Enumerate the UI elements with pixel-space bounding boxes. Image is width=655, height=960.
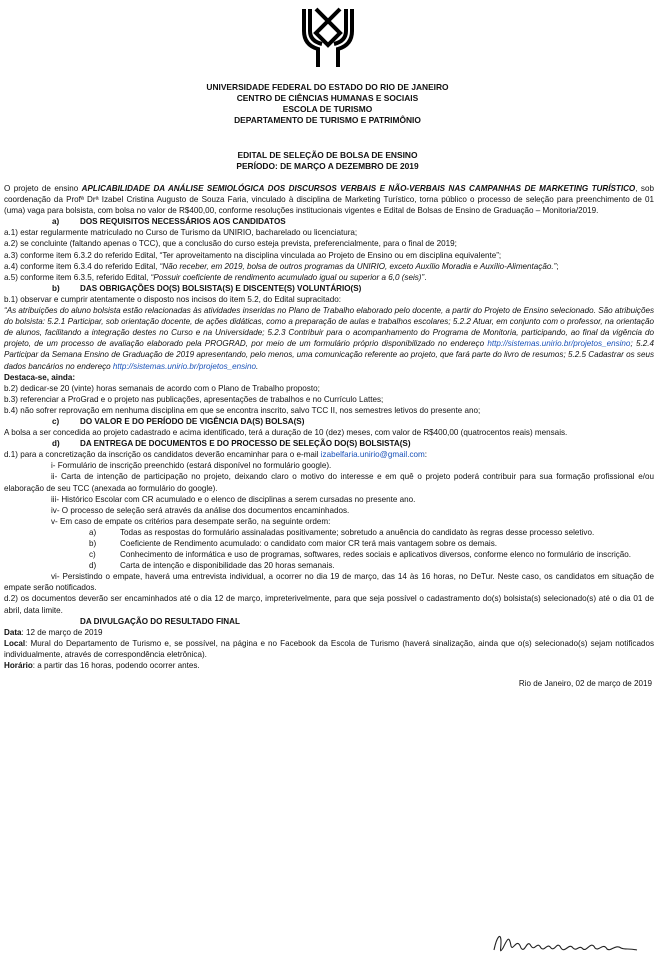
result-time: Horário: a partir das 16 horas, podendo ocorrer antes. [4,661,200,671]
item-d1-vi: vi- Persistindo o empate, haverá uma entrevista individual, a ocorrer no dia 19 de março, das 14 às 16 horas, no DeTur. Neste caso, os candidatos em situação de empate serão notificados. [4,572,654,593]
destaca-label: Destaca-se, ainda: [4,372,76,382]
intro-text-start: O projeto de ensino [4,184,82,193]
item-d1-i: i- Formulário de inscrição preenchido (estará disponível no formulário google). [51,461,332,471]
section-b-heading: b) DAS OBRIGAÇÕES DO(S) BOLSISTA(S) E DISCENTE(S) VOLUNTÁRIO(S) [52,283,362,293]
place-and-date: Rio de Janeiro, 02 de março de 2019 [518,679,652,689]
item-d2: d.2) os documentos deverão ser encaminhados até o dia 12 de março, impreterivelmente, para que seja possível o cadastramento do(s) bolsista(s) selecionado(s) até o dia 01 de abril, data limite. [4,594,654,615]
item-b1: b.1) observar e cumprir atentamente o disposto nos incisos do item 5.2, do Edital supracitado: [4,294,341,304]
item-a3: a.3) conforme item 6.3.2 do referido Edital, “Ter aproveitamento na disciplina vinculada ao Projeto de Ensino ou em disciplina equivalente”; [4,250,502,260]
result-date: Data: 12 de março de 2019 [4,627,103,637]
project-title: APLICABILIDADE DA ANÁLISE SEMIOLÓGICA DOS DISCURSOS VERBAIS E NÃO-VERBAIS NAS CAMPANHAS DE MARKETING TURÍSTICO [81,184,636,193]
section-e-heading: DA DIVULGAÇÃO DO RESULTADO FINAL [80,616,240,626]
center-name: CENTRO DE CIÊNCIAS HUMANAS E SOCIAIS [236,93,419,103]
item-d1: d.1) para a concretização da inscrição os candidatos deverão encaminhar para o e-mail izabelfaria.unirio@gmail.com: [4,450,428,460]
criterion-c: c) Conhecimento de informática e uso de programas, softwares, redes sociais e aplicativos diversos, conforme elenco no formulário de inscrição. [89,550,632,560]
document-body [4,183,654,689]
edital-title: EDITAL DE SELEÇÃO DE BOLSA DE ENSINO [237,150,418,160]
item-d1-iii: iii- Histórico Escolar com CR acumulado e o elenco de disciplinas a serem cursadas no presente ano. [51,494,416,504]
signature [491,928,641,958]
item-a1: a.1) estar regularmente matriculado no Curso de Turismo da UNIRIO, bacharelado ou licenciatura; [4,228,358,238]
university-name: UNIVERSIDADE FEDERAL DO ESTADO DO RIO DE JANEIRO [206,82,449,92]
university-logo [296,3,360,69]
projetos-ensino-link[interactable]: http://sistemas.unirio.br/projetos_ensino [487,339,631,349]
section-c-heading: c) DO VALOR E DO PERÍODO DE VIGÊNCIA DA(S) BOLSA(S) [52,416,305,426]
item-b4: b.4) não sofrer reprovação em nenhuma disciplina em que se encontra inscrito, salvo TCC II, nos semestres letivos do presente ano; [4,405,481,415]
item-a2: a.2) se concluinte (faltando apenas o TCC), que a conclusão do curso esteja prevista, preferencialmente, para o final de 2019; [4,239,457,249]
section-c-text: A bolsa a ser concedida ao projeto cadastrado e acima identificado, terá a duração de 10 (dez) meses, com valor de R$400,00 (quatrocentos reais) mensais. [4,428,568,438]
item-b3: b.3) referenciar a ProGrad e o projeto nas publicações, apresentações de trabalhos e no Currículo Lattes; [4,394,384,404]
intro-text-end: , sob coordenação da Profª Drª Izabel Cristina Augusto de Souza Faria, vinculado à disciplina de Marketing Turístico, torna público o processo de seleção para preenchimento de 01 (uma) vaga para bolsista, com bolsa no valor de R$400,00, conforme resoluções institucionais vigentes e Edital de Bolsas de Ensino de Graduação – Monitoria/2019. [4,184,654,216]
criterion-a: a) Todas as respostas do formulário assinaladas positivamente; sobretudo a anuência do candidato às regras desse processo seletivo. [89,527,595,537]
item-d1-v: v- Em caso de empate os critérios para desempate serão, na seguinte ordem: [51,516,331,526]
item-a4: a.4) conforme item 6.3.4 do referido Edital, “Não receber, em 2019, bolsa de outros programas da UNIRIO, exceto Auxílio Moradia e Auxílio-Alimentação.”; [4,261,559,271]
result-location: Local: Mural do Departamento de Turismo e, se possível, na página e no Facebook da Escola de Turismo (haverá sinalização, ainda que o(s) selecionado(s) sejam notificados individualmente, através de correspondência eletrônica). [4,638,654,659]
item-d1-iv: iv- O processo de seleção será através da análise dos documentos encaminhados. [51,505,350,515]
item-a5: a.5) conforme item 6.3.5, referido Edital, “Possuir coeficiente de rendimento acumulado igual ou superior a 6,0 (seis)”. [4,272,427,282]
item-d1-ii: ii- Carta de intenção de participação no projeto, deixando claro o motivo do interesse e em quê o projeto poderá contribuir para sua formação profissional e/ou elaboração de seu TCC (anexada ao formulário do google). [4,472,654,493]
projetos-ensino-link-2[interactable]: http://sistemas.unirio.br/projetos_ensino [112,361,256,371]
contact-email-link[interactable]: izabelfaria.unirio@gmail.com [320,450,425,460]
school-name: ESCOLA DE TURISMO [282,104,373,114]
criterion-d: d) Carta de intenção e disponibilidade das 20 horas semanais. [89,561,335,571]
criterion-b: b) Coeficiente de Rendimento acumulado: o candidato com maior CR terá mais vantagem sobre os demais. [89,539,497,548]
item-b2: b.2) dedicar-se 20 (vinte) horas semanais de acordo com o Plano de Trabalho proposto; [4,383,320,393]
edital-quote: “As atribuições do aluno bolsista estão relacionadas às atividades inseridas no Plano de Trabalho elaborado pelo docente, a partir do Projeto de Ensino selecionado. São atribuições do bolsista: 5.2.1 Participar, sob orientação docente, de ações didáticas, como a preparação de aulas e trabalhos escolares; 5.2.2 Atuar, em conjunto com o professor, na orientação de alunos, facilitando a integração destes no Curso e na Universidade; 5.2.3 Contribuir para o acompanhamento do Programa de Monitoria, participando, ao final da vigência do projeto, de um processo de avaliação elaborado pela PROGRAD, por meio de um formulário próprio disponibilizado no endereço http://sistemas.unirio.br/projetos_ensino; 5.2.4 Participar da Semana Ensino de Graduação de 2019 apresentando, pelo menos, uma comunicação referente ao projeto, que fará parte do livro de resumos; 5.2.5 Cadastrar os seus dados bancários no endereço http://sistemas.unirio.br/projetos_ensino. [4,306,654,371]
department-name: DEPARTAMENTO DE TURISMO E PATRIMÔNIO [234,115,421,125]
edital-period: PERÍODO: DE MARÇO A DEZEMBRO DE 2019 [236,161,419,171]
section-a-heading: a) DOS REQUISITOS NECESSÁRIOS AOS CANDIDATOS [52,217,286,227]
intro-paragraph [4,183,654,216]
section-d-heading: d) DA ENTREGA DE DOCUMENTOS E DO PROCESSO DE SELEÇÃO DO(S) BOLSISTA(S) [52,439,411,449]
